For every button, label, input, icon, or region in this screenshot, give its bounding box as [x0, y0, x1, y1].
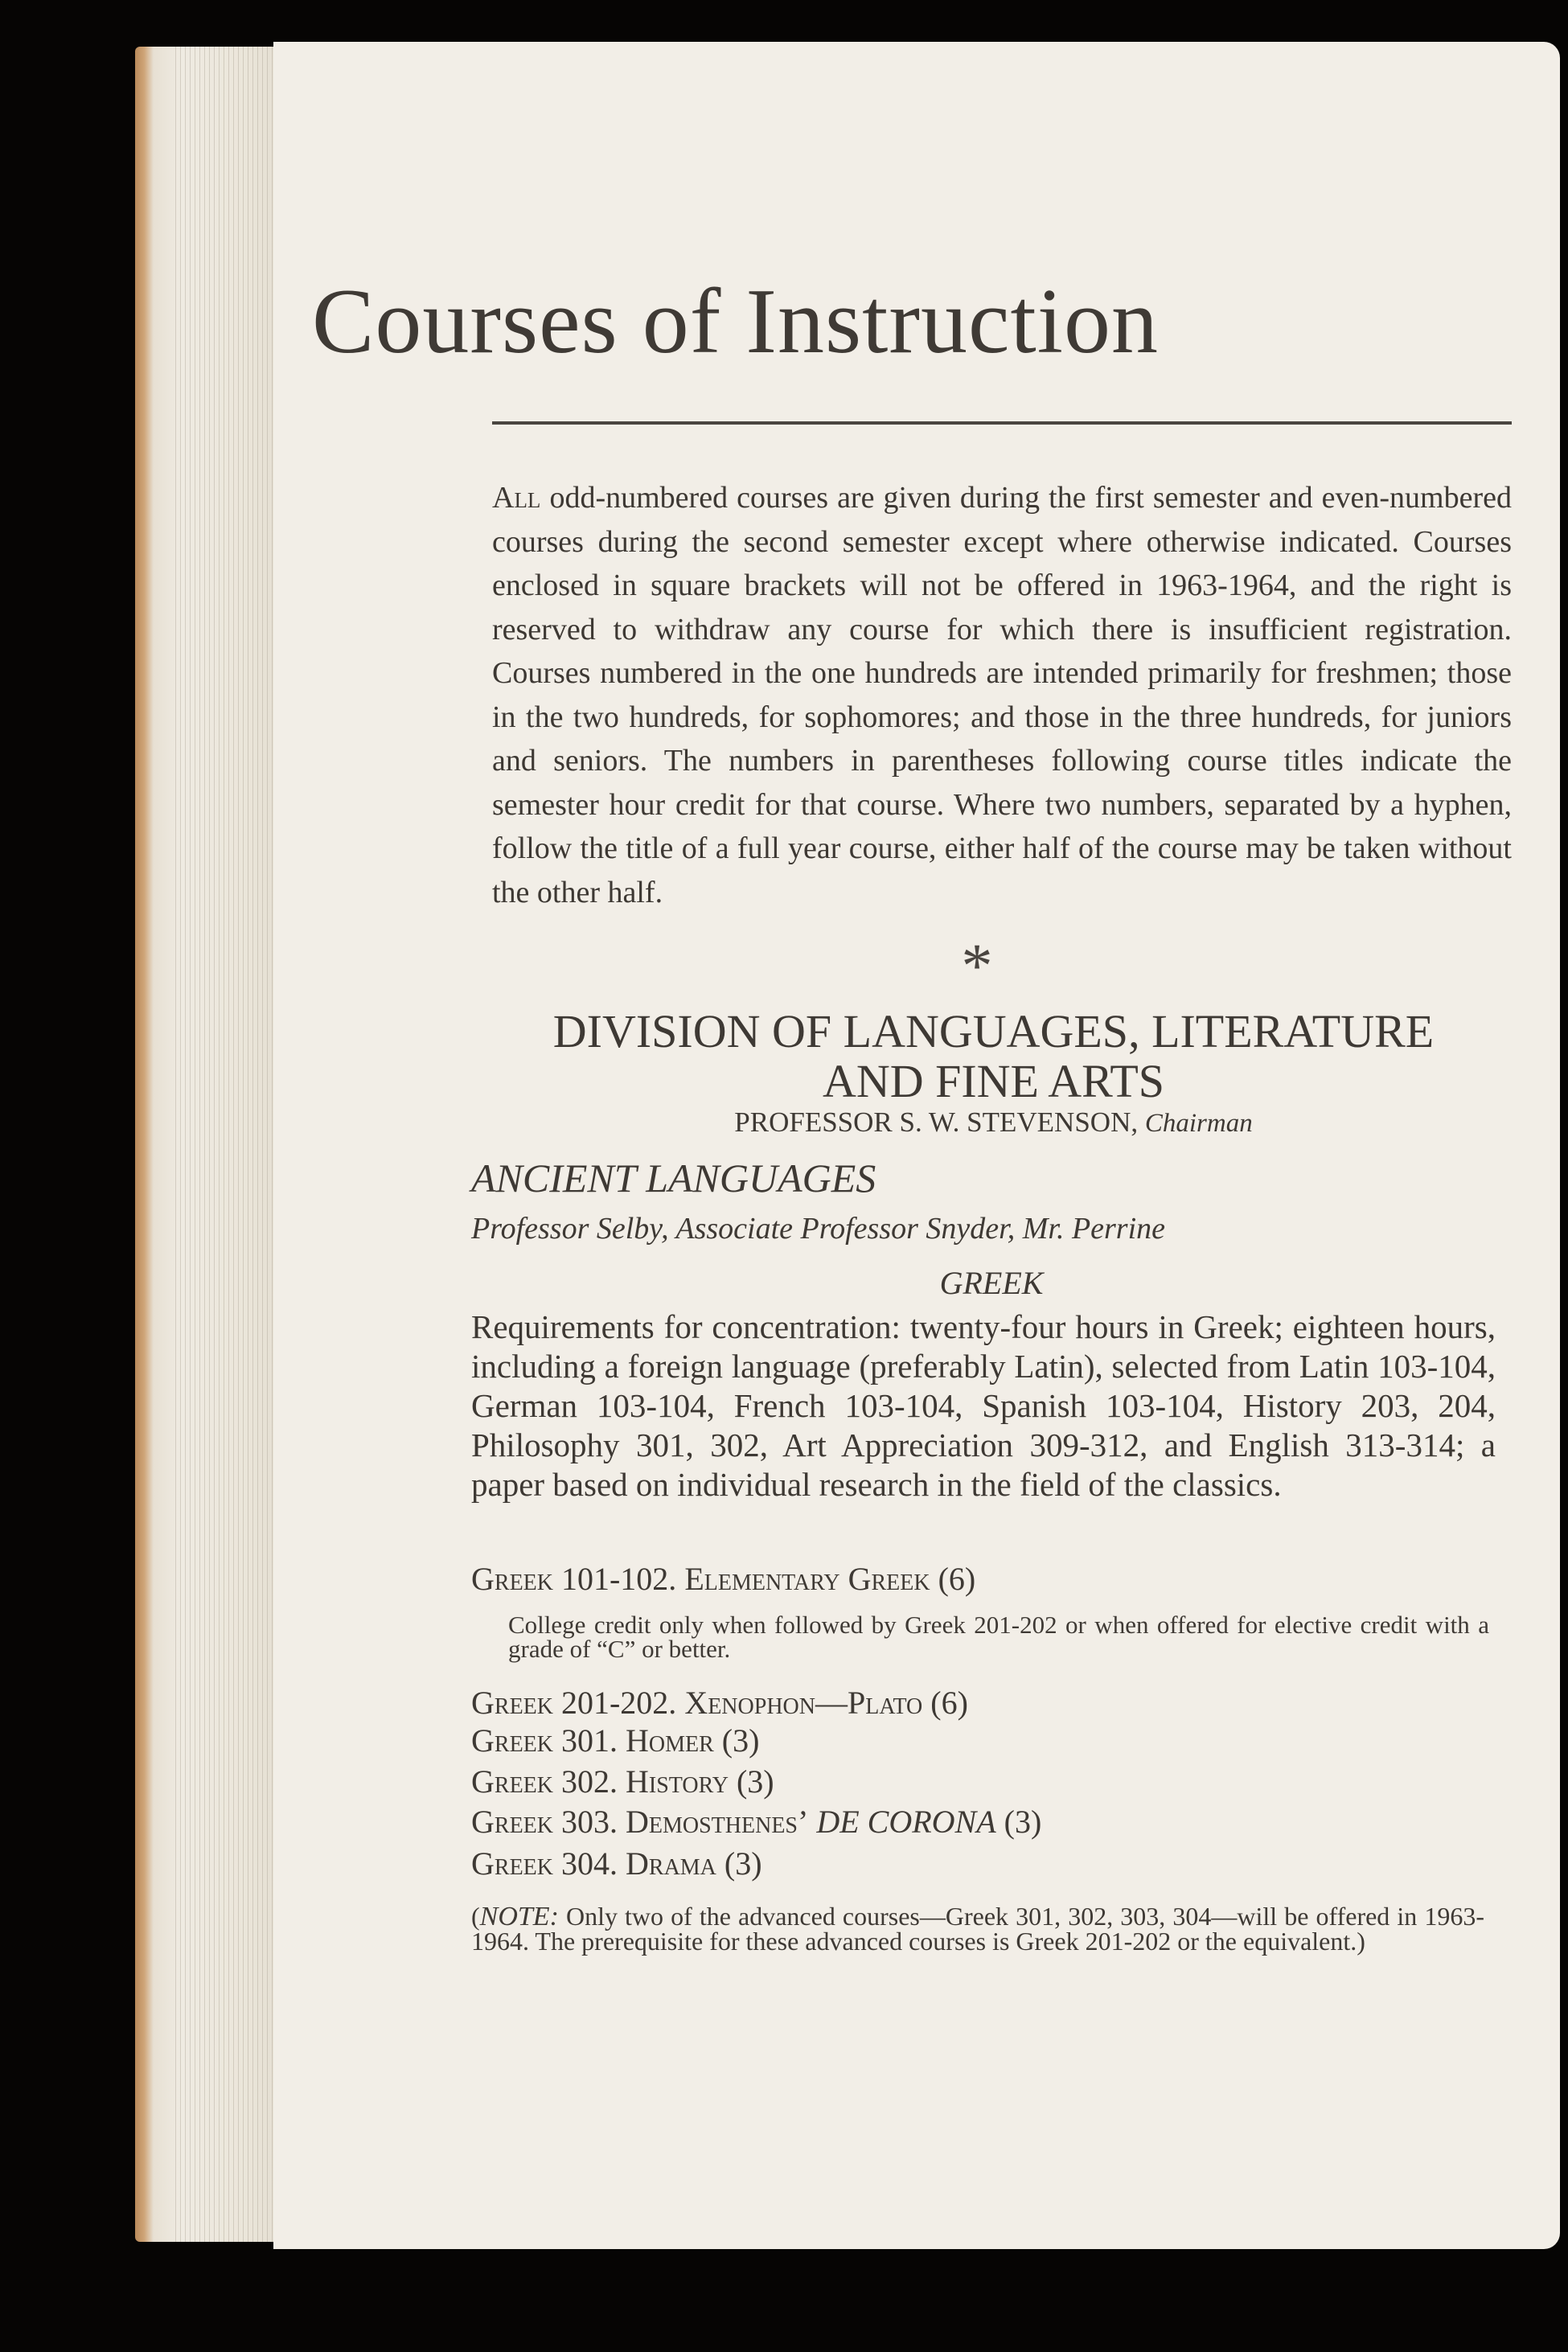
- course-name: Homer: [626, 1722, 714, 1759]
- course-name: Drama: [626, 1845, 716, 1882]
- book-page-edge-lines: [175, 47, 280, 2242]
- course-number: Greek 303.: [471, 1804, 618, 1840]
- course-credit: (6): [930, 1685, 968, 1721]
- course-entry: [471, 1687, 968, 1719]
- course-number: Greek 302.: [471, 1763, 618, 1800]
- course-credit: (3): [721, 1722, 760, 1759]
- concentration-requirements: Requirements for concentration: twenty-four hours in Greek; eighteen hours, including a foreign language (preferably Latin), selected from Latin 103-104, German 103-104, French 103-104, Spanish 103-104, History 203, 204, Philosophy 301, 302, Art Appreciation 309-312, and English 313-314; a paper based on individual research in the field of the classics.: [471, 1308, 1496, 1503]
- course-name: Xenophon—Plato: [684, 1685, 923, 1721]
- division-chairman: [473, 1106, 1514, 1139]
- note-label: NOTE:: [479, 1902, 559, 1931]
- page-title: Courses of Instruction: [312, 270, 1159, 373]
- intro-lead: All: [492, 481, 541, 515]
- department-title: ANCIENT LANGUAGES: [471, 1155, 876, 1201]
- course-entry: [471, 1763, 774, 1800]
- section-separator: *: [961, 930, 993, 1000]
- title-rule: [492, 421, 1512, 425]
- course-number: Greek 304.: [471, 1845, 618, 1882]
- note-open-paren: (: [471, 1902, 480, 1931]
- department-faculty: Professor Selby, Associate Professor Snyder, Mr. Perrine: [471, 1212, 1166, 1246]
- note-text: Only two of the advanced courses—Greek 301, 302, 303, 304—will be offered in 1963-1964. The prerequisite for these advanced courses is Greek 201-202 or the equivalent.): [471, 1902, 1485, 1956]
- division-heading: [473, 1007, 1514, 1106]
- course-name: Demosthenes’: [626, 1804, 809, 1840]
- course-credit: (3): [1004, 1804, 1042, 1840]
- intro-paragraph: [492, 476, 1512, 914]
- course-credit: (3): [736, 1763, 774, 1800]
- course-number: Greek 301.: [471, 1722, 618, 1759]
- course-entry: [471, 1563, 975, 1595]
- course-entry: [471, 1806, 1041, 1838]
- division-title-line1: DIVISION OF LANGUAGES, LITERATURE: [552, 1005, 1435, 1057]
- course-credit: (3): [724, 1845, 762, 1882]
- chairman-role: Chairman: [1144, 1109, 1253, 1138]
- chairman-name: PROFESSOR S. W. STEVENSON,: [734, 1106, 1139, 1138]
- course-entry: [471, 1722, 760, 1759]
- course-name: History: [626, 1763, 729, 1800]
- course-number: Greek 101-102.: [471, 1561, 677, 1597]
- course-note: College credit only when followed by Greek 201-202 or when offered for elective credit with a grade of “C” or better.: [508, 1611, 1489, 1663]
- course-number: Greek 201-202.: [471, 1685, 677, 1721]
- course-credit: (6): [938, 1561, 976, 1597]
- advanced-courses-note: [471, 1902, 1485, 1956]
- intro-text: odd-numbered courses are given during the first semester and even-numbered courses during the second semester except where otherwise indicated. Courses enclosed in square brackets will not be offered in 1963-1964, and the right is reserved to withdraw any course for which there is insufficient registration. Courses numbered in the one hundreds are intended primarily for freshmen; those in the two hundreds, for sophomores; and those in the three hundreds, for juniors and seniors. The numbers in parentheses following course titles indicate the semester hour credit for that course. Where two numbers, separated by a hyphen, follow the title of a full year course, either half of the course may be taken without the other half.: [492, 481, 1512, 909]
- subject-heading: GREEK: [939, 1265, 1044, 1301]
- course-name: Elementary Greek: [684, 1561, 930, 1597]
- course-entry: [471, 1845, 762, 1882]
- course-name-italic: DE CORONA: [816, 1804, 996, 1840]
- division-title-line2: AND FINE ARTS: [822, 1055, 1165, 1107]
